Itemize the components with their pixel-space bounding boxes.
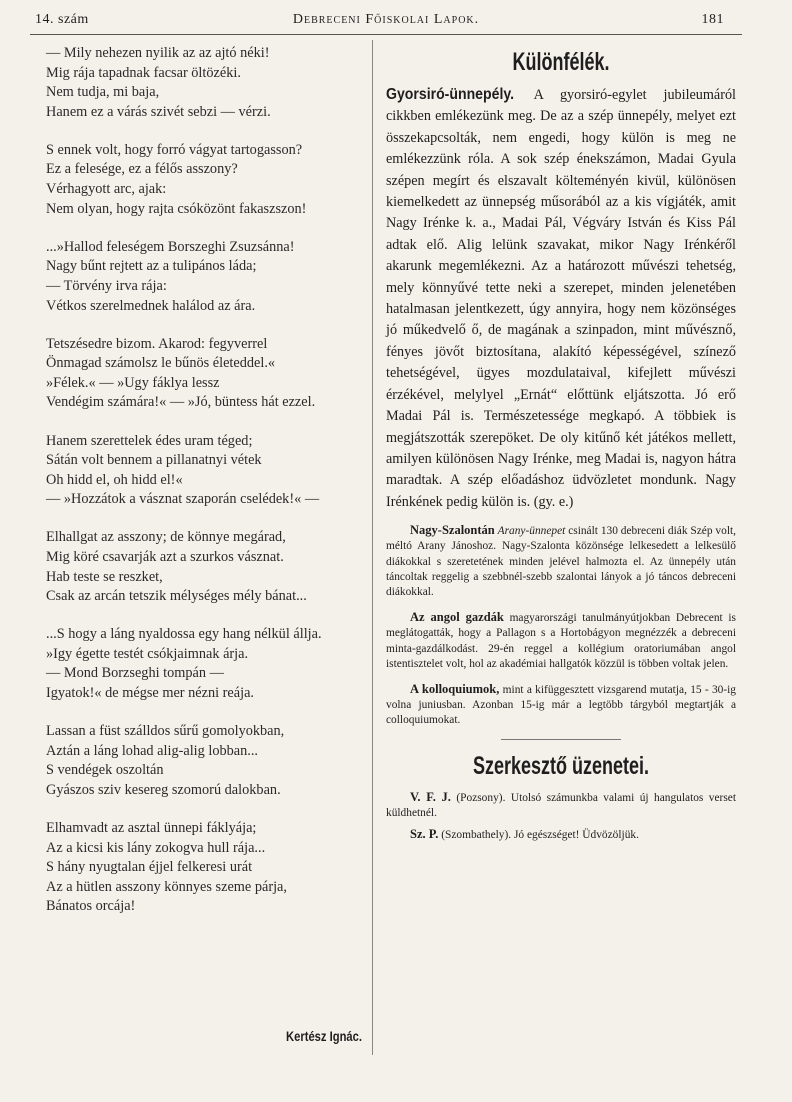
poem-line: Mig köré csavarják azt a szurkos vásznat. bbox=[46, 548, 284, 565]
article-body: mint a kifüggesztett vizsgarend mutatja, 15 - 30-ig volna juniusban. Azonban 15-ig már a legtöbb tárgyból megtartják a colloquiumokat. bbox=[386, 683, 736, 727]
poem-line: Vérhagyott arc, ajak: bbox=[46, 181, 167, 198]
editor-note bbox=[386, 827, 736, 843]
poem-line: Hanem szerettelek édes uram téged; bbox=[46, 432, 253, 449]
issue-number: 14. szám bbox=[35, 12, 89, 27]
poem-line: Ez a felesége, ez a félős asszony? bbox=[46, 161, 238, 178]
article-italic: Arany-ünnepet bbox=[497, 525, 566, 538]
section-title-szerkeszto: Szerkesztő üzenetei. bbox=[472, 751, 650, 780]
poem-line: Lassan a füst szálldos sűrű gomolyokban, bbox=[46, 723, 285, 740]
poem-line: Mig rája tapadnak facsar öltözéki. bbox=[46, 64, 241, 81]
page-number: 181 bbox=[701, 12, 724, 27]
article-body: A gyorsiró-egylet jubileumáról cikkben emlékezünk meg. De az a szép ünnepély, melyet ezt összekapcsolták, nem engedi, hogy külön is meg ne emlékezzünk róla. A sok szép énekszámon, Madai Gyula szépen megírt és elszavalt költeményén kivül, különösen kiemelkedett az ünnepség műsorából az a kis vígjáték, amit Nagy Irénke k. a., Madai Pál, Végváry István és Kiss Pál adtak elő. Alig lelünk szavakat, mikor Nagy Irénkéről akarunk megemlékezni. Az a határozott művészi tehetség, mely könnyűvé tette neki a szerepet, minden jelenetében hatalmasan jelentkezett, úgy annyira, hogy nem közönséges jó műkedvelő ő, de magának a szinpadon, mint művésznő, fényes jövőt biztosítana, alakító képességével, színező tehetségével, ügyes mozdulataival, kifejlett művészi érzékével, melylyel „Ernát“ előttünk eljátszotta. Jó erő Madai Pál is. Természetessége megkapó. A többiek is megjátszották szerepöket. De oly kitűnő két játékos mellett, amilyen különösen Nagy Irénke, meg Madai is, nagyon hátra maradtak. A szép előadáshoz üdvözletet mondunk. Nagy Irénkének pedig külön is. (gy. e.) bbox=[386, 87, 736, 510]
poem-line: Elhamvadt az asztal ünnepi fáklyája; bbox=[46, 820, 257, 836]
poem-line: »Igy égette testét csókjaimnak árja. bbox=[46, 645, 249, 662]
poem-stanza bbox=[46, 528, 368, 606]
poem-line: Nem olyan, hogy rajta csóközönt fakaszszon! bbox=[46, 200, 307, 217]
article-angol-gazdak bbox=[386, 610, 736, 672]
article-lead: A kolloquiumok, bbox=[410, 681, 500, 696]
poem-line: Hanem ez a várás szivét sebzi — vérzi. bbox=[46, 103, 271, 120]
poem-line: — Törvény irva rája: bbox=[46, 277, 167, 294]
poem-line: ...»Hallod feleségem Borszeghi Zsuzsánna! bbox=[46, 238, 295, 255]
poem-line: Az a kicsi kis lány zokogva hull rája... bbox=[46, 839, 266, 856]
poem-stanza bbox=[46, 238, 368, 316]
article-body: magyarországi tanulmányútjokban Debrecent is meglátogatták, hogy a Pallagon s a Hortobágyon megnézzék a debreceni minta-gazdálkodást. 29-én reggel a kollégium oratoriumában angol istentisztelet volt, hol az akadémiai hallgatók közzül is többen voltak jelen. bbox=[386, 612, 736, 670]
article-lead: Gyorsiró-ünnepély. bbox=[386, 86, 515, 103]
poem-line: Nem tudja, mi baja, bbox=[46, 84, 160, 101]
poem-line: Nagy bűnt rejtett az a tulipános láda; bbox=[46, 258, 257, 275]
poem-line: Sátán volt bennem a pillanatnyi vétek bbox=[46, 452, 262, 469]
section-separator bbox=[501, 739, 621, 740]
poem-stanza bbox=[46, 44, 368, 122]
poem-line: S hány nyugtalan éjjel felkeresi urát bbox=[46, 859, 253, 876]
poem-author: Kertész Ignác. bbox=[286, 1028, 362, 1044]
page-header bbox=[30, 8, 742, 34]
poem-line: Csak az arcán tetszik mélységes mély bánat... bbox=[46, 588, 307, 605]
note-lead: V. F. J. bbox=[410, 789, 451, 804]
poem-line: Hab teste se reszket, bbox=[46, 568, 163, 585]
note-lead: Sz. P. bbox=[410, 826, 439, 841]
poem-stanza bbox=[46, 141, 368, 219]
poem-line: — Mond Borzseghi tompán — bbox=[46, 665, 224, 682]
poem-line: Gyászos sziv kesereg szomorú dalokban. bbox=[46, 781, 281, 798]
poem-line: Elhallgat az asszony; de könnye megárad, bbox=[46, 529, 286, 546]
poem-line: Vendégim számára!« — »Jó, büntess hát ezzel. bbox=[46, 394, 316, 411]
poem-line: »Félek.« — »Ugy fáklya lessz bbox=[46, 374, 220, 391]
article-nagy-szalonta bbox=[386, 523, 736, 600]
article-gyorsiro bbox=[386, 84, 736, 513]
poem-line: Vétkos szerelmednek halálod az ára. bbox=[46, 297, 256, 314]
column-divider bbox=[372, 40, 373, 1055]
article-body: csinált 130 debreceni diák Szép volt, méltó Arany Jánoshoz. Nagy-Szalonta közönsége lelkesedett a lelkesülő diákokkal s szeretetének minden jelével halmozta el. Az ünnepély után táncoltak reggelig a szebbnél-szebb szalontai lányok a jó táncos debreceni diákokkal. bbox=[386, 525, 736, 598]
poem-line: Igyatok!« de mégse mer nézni reája. bbox=[46, 685, 255, 702]
article-lead: Nagy-Szalontán bbox=[410, 523, 495, 538]
poem-line: S vendégek oszoltán bbox=[46, 762, 164, 779]
poem-line: Önmagad számolsz le bűnös életeddel.« bbox=[46, 355, 276, 372]
poem-line: S ennek volt, hogy forró vágyat tartogasson? bbox=[46, 141, 303, 158]
editor-note bbox=[386, 790, 736, 821]
note-body: (Szombathely). Jó egészséget! Üdvözöljük. bbox=[441, 828, 639, 841]
poem-line: Bánatos orcája! bbox=[46, 898, 136, 915]
article-lead: Az angol gazdák bbox=[410, 610, 504, 625]
poem-line: ...S hogy a láng nyaldossa egy hang nélkül állja. bbox=[46, 626, 322, 643]
journal-title: Debreceni Főiskolai Lapok. bbox=[292, 12, 480, 27]
section-title-kulonfelek: Különfélék. bbox=[512, 48, 610, 76]
article-kolloquiumok bbox=[386, 682, 736, 729]
note-body: (Pozsony). Utolsó számunkba valami új hangulatos verset küldhetnél. bbox=[386, 791, 736, 819]
poem-line: Az a hütlen asszony könnyes szeme párja, bbox=[46, 878, 287, 895]
header-rule bbox=[30, 34, 742, 35]
poem-stanza bbox=[46, 335, 368, 413]
poem-column bbox=[46, 44, 368, 935]
poem-line: Aztán a láng lohad alig-alig lobban... bbox=[46, 742, 259, 759]
news-column bbox=[386, 44, 736, 843]
poem-stanza bbox=[46, 819, 368, 917]
poem-stanza bbox=[46, 722, 368, 800]
poem-line: — Mily nehezen nyilik az az ajtó néki! bbox=[46, 45, 270, 61]
poem-stanza bbox=[46, 625, 368, 703]
poem-stanza bbox=[46, 432, 368, 510]
poem-line: — »Hozzátok a vásznat szaporán cselédek!« — bbox=[46, 491, 320, 508]
poem-line: Oh hidd el, oh hidd el!« bbox=[46, 471, 183, 488]
poem-line: Tetszésedre bizom. Akarod: fegyverrel bbox=[46, 335, 268, 352]
